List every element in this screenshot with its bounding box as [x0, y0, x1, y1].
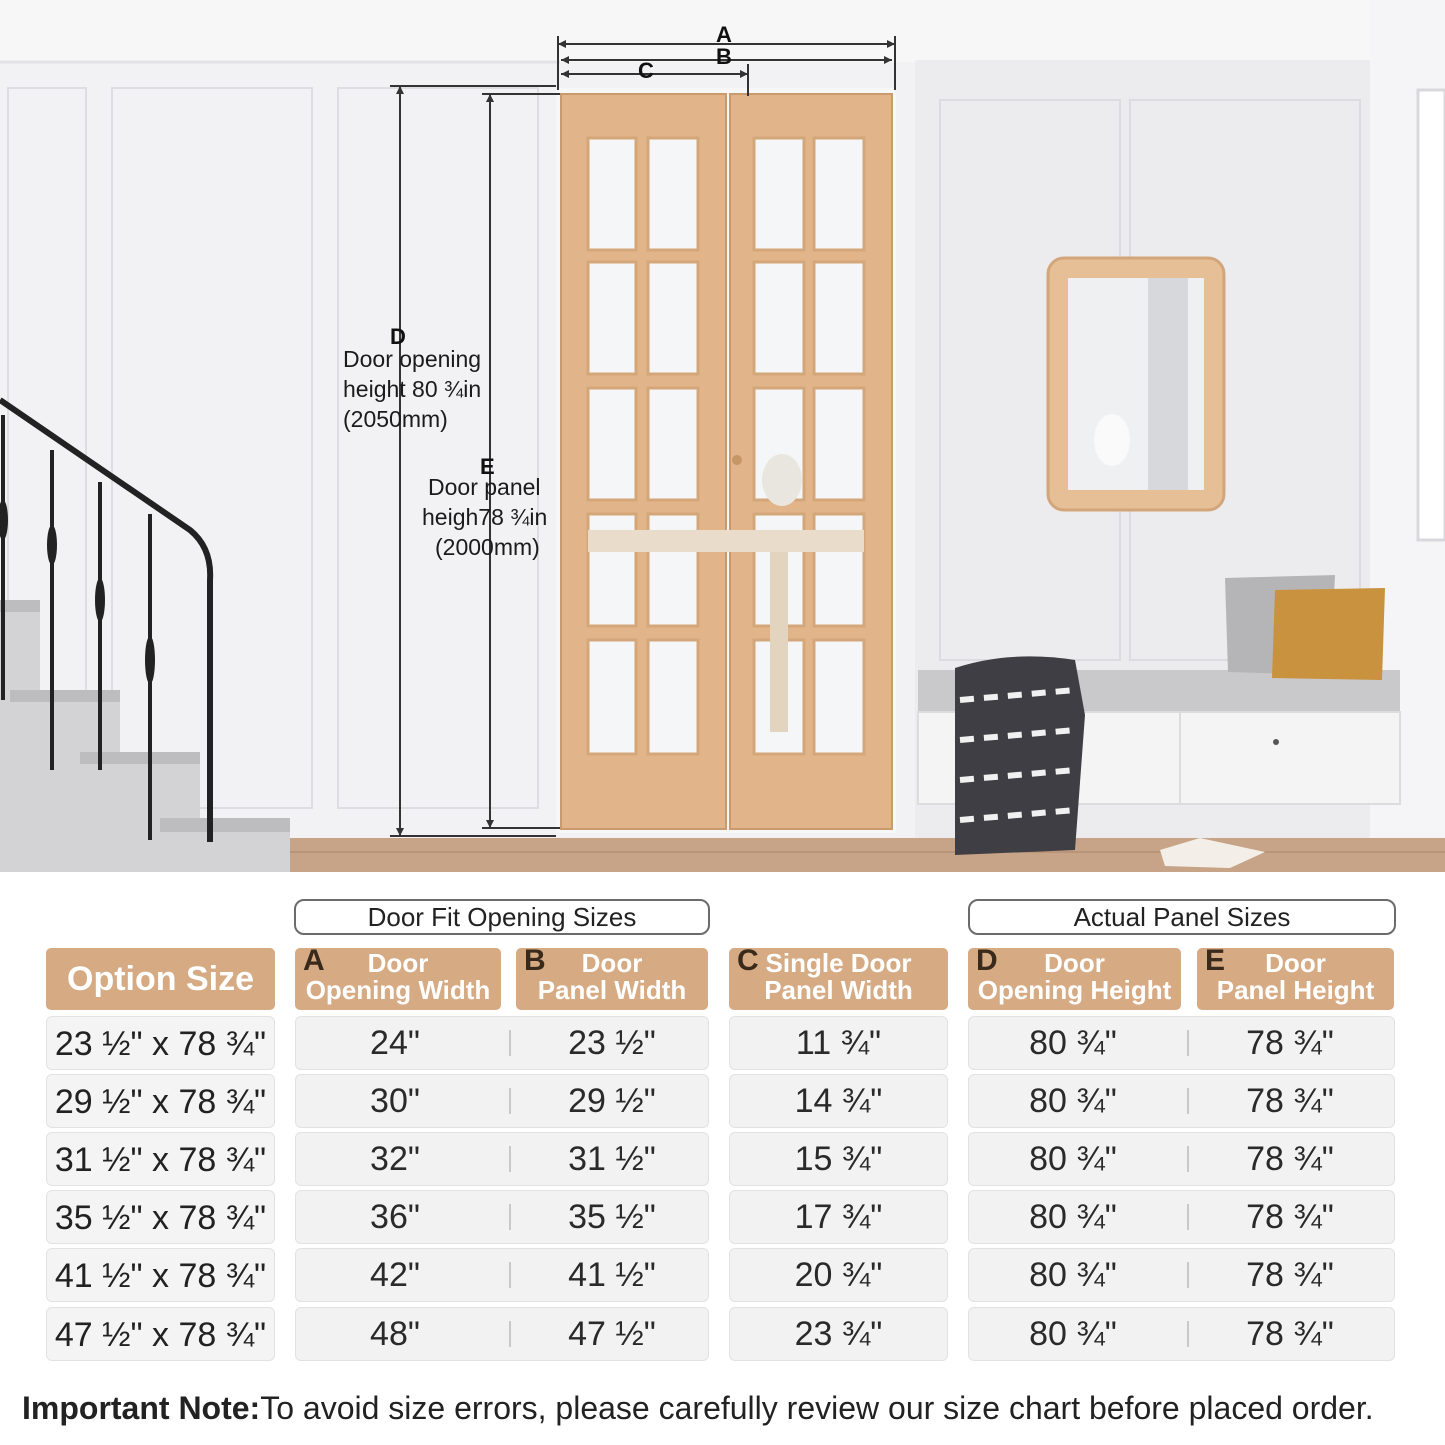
dimension-e-line-1: Door panel	[428, 474, 541, 500]
divider	[1187, 1204, 1189, 1230]
divider	[1187, 1262, 1189, 1288]
panel-width-cell: 23 ½"	[568, 1024, 656, 1062]
header-b-letter: B	[524, 944, 546, 977]
divider	[1187, 1030, 1189, 1056]
single-panel-width-cell: 23 ¾"	[794, 1315, 883, 1353]
header-a-label-line-2: Opening Width	[305, 975, 491, 1005]
option-size-cell: 31 ½" x 78 ¾"	[46, 1132, 275, 1186]
opening-height-cell: 80 ¾"	[1029, 1315, 1117, 1353]
panel-width-cell: 47 ½"	[568, 1315, 656, 1353]
dimension-e-label: E	[480, 454, 495, 479]
divider	[1187, 1321, 1189, 1347]
dimension-e-line-2: heigh78 ¾in	[422, 504, 548, 530]
divider	[509, 1321, 511, 1347]
divider	[509, 1262, 511, 1288]
single-panel-width-cell: 11 ¾"	[795, 1024, 882, 1062]
dimension-d-line-3: (2050mm)	[343, 406, 448, 432]
divider	[509, 1030, 511, 1056]
option-size-cell: 23 ½" x 78 ¾"	[46, 1016, 275, 1070]
option-size-cell: 35 ½" x 78 ¾"	[46, 1190, 275, 1244]
header-door-panel-width	[516, 944, 708, 1010]
dimension-d-line-2: height 80 ¾in	[343, 376, 482, 402]
header-c-label-line-2: Panel Width	[764, 975, 913, 1005]
dimension-a-label: A	[716, 22, 732, 47]
header-b-label-line-1: Door	[581, 948, 643, 978]
important-note-text: To avoid size errors, please carefully review our size chart before placed order.	[260, 1390, 1374, 1426]
header-single-door-panel-width	[729, 944, 948, 1010]
divider	[1187, 1146, 1189, 1172]
header-door-opening-height	[968, 944, 1181, 1010]
option-size-cell: 29 ½" x 78 ¾"	[46, 1074, 275, 1128]
header-b-label	[516, 950, 708, 1004]
dimension-d-line-1: Door opening	[343, 346, 482, 372]
header-e-label-line-1: Door	[1265, 948, 1326, 978]
panel-height-cell: 78 ¾"	[1246, 1256, 1334, 1294]
header-e-label-line-2: Panel Height	[1216, 975, 1375, 1005]
panel-width-cell: 29 ½"	[568, 1082, 656, 1120]
opening-width-cell: 36"	[370, 1198, 420, 1236]
header-b-label-line-2: Panel Width	[537, 975, 687, 1005]
header-d-letter: D	[976, 944, 998, 977]
header-option-size-label: Option Size	[67, 960, 254, 998]
divider	[509, 1146, 511, 1172]
option-size-cell: 47 ½" x 78 ¾"	[46, 1307, 275, 1361]
header-door-panel-height	[1197, 944, 1394, 1010]
opening-height-cell: 80 ¾"	[1029, 1256, 1117, 1294]
header-a-letter: A	[303, 944, 325, 977]
single-panel-width-cell: 15 ¾"	[794, 1140, 883, 1178]
header-a-label	[295, 950, 501, 1004]
single-panel-width-cell: 14 ¾"	[794, 1082, 883, 1120]
opening-width-cell: 30"	[370, 1082, 420, 1120]
opening-height-cell: 80 ¾"	[1029, 1140, 1117, 1178]
panel-height-cell: 78 ¾"	[1246, 1315, 1334, 1353]
divider	[1187, 1088, 1189, 1114]
header-c-label	[729, 950, 948, 1004]
dimension-e-line-3: (2000mm)	[435, 534, 540, 560]
header-a-label-line-1: Door	[367, 948, 429, 978]
opening-width-cell: 32"	[370, 1140, 420, 1178]
important-note-label: Important Note:	[22, 1390, 261, 1426]
group-title-fit-opening: Door Fit Opening Sizes	[294, 899, 710, 935]
panel-height-cell: 78 ¾"	[1246, 1024, 1334, 1062]
panel-height-cell: 78 ¾"	[1246, 1082, 1334, 1120]
header-door-opening-width	[295, 944, 501, 1010]
important-note	[22, 1386, 1374, 1430]
opening-width-cell: 24"	[370, 1024, 420, 1062]
group-title-actual-panel: Actual Panel Sizes	[968, 899, 1396, 935]
divider	[509, 1204, 511, 1230]
opening-width-cell: 48"	[370, 1315, 420, 1353]
header-c-letter: C	[737, 944, 759, 977]
header-d-label-line-1: Door	[1044, 948, 1105, 978]
divider	[509, 1088, 511, 1114]
dimension-c-label: C	[638, 58, 654, 83]
header-e-label	[1197, 950, 1394, 1004]
dimension-b-label: B	[716, 44, 732, 69]
single-panel-width-cell: 20 ¾"	[794, 1256, 883, 1294]
header-d-label	[968, 950, 1181, 1004]
panel-width-cell: 31 ½"	[568, 1140, 656, 1178]
panel-width-cell: 35 ½"	[568, 1198, 656, 1236]
opening-width-cell: 42"	[370, 1256, 420, 1294]
panel-height-cell: 78 ¾"	[1246, 1198, 1334, 1236]
header-c-label-line-1: Single Door	[765, 948, 912, 978]
single-panel-width-cell: 17 ¾"	[794, 1198, 883, 1236]
header-e-letter: E	[1205, 944, 1226, 977]
opening-height-cell: 80 ¾"	[1029, 1024, 1117, 1062]
header-d-label-line-2: Opening Height	[977, 975, 1172, 1005]
option-size-cell: 41 ½" x 78 ¾"	[46, 1248, 275, 1302]
panel-height-cell: 78 ¾"	[1246, 1140, 1334, 1178]
opening-height-cell: 80 ¾"	[1029, 1082, 1117, 1120]
dimension-d-label: D	[390, 324, 406, 349]
header-option-size	[46, 948, 275, 1010]
panel-width-cell: 41 ½"	[568, 1256, 656, 1294]
opening-height-cell: 80 ¾"	[1029, 1198, 1117, 1236]
